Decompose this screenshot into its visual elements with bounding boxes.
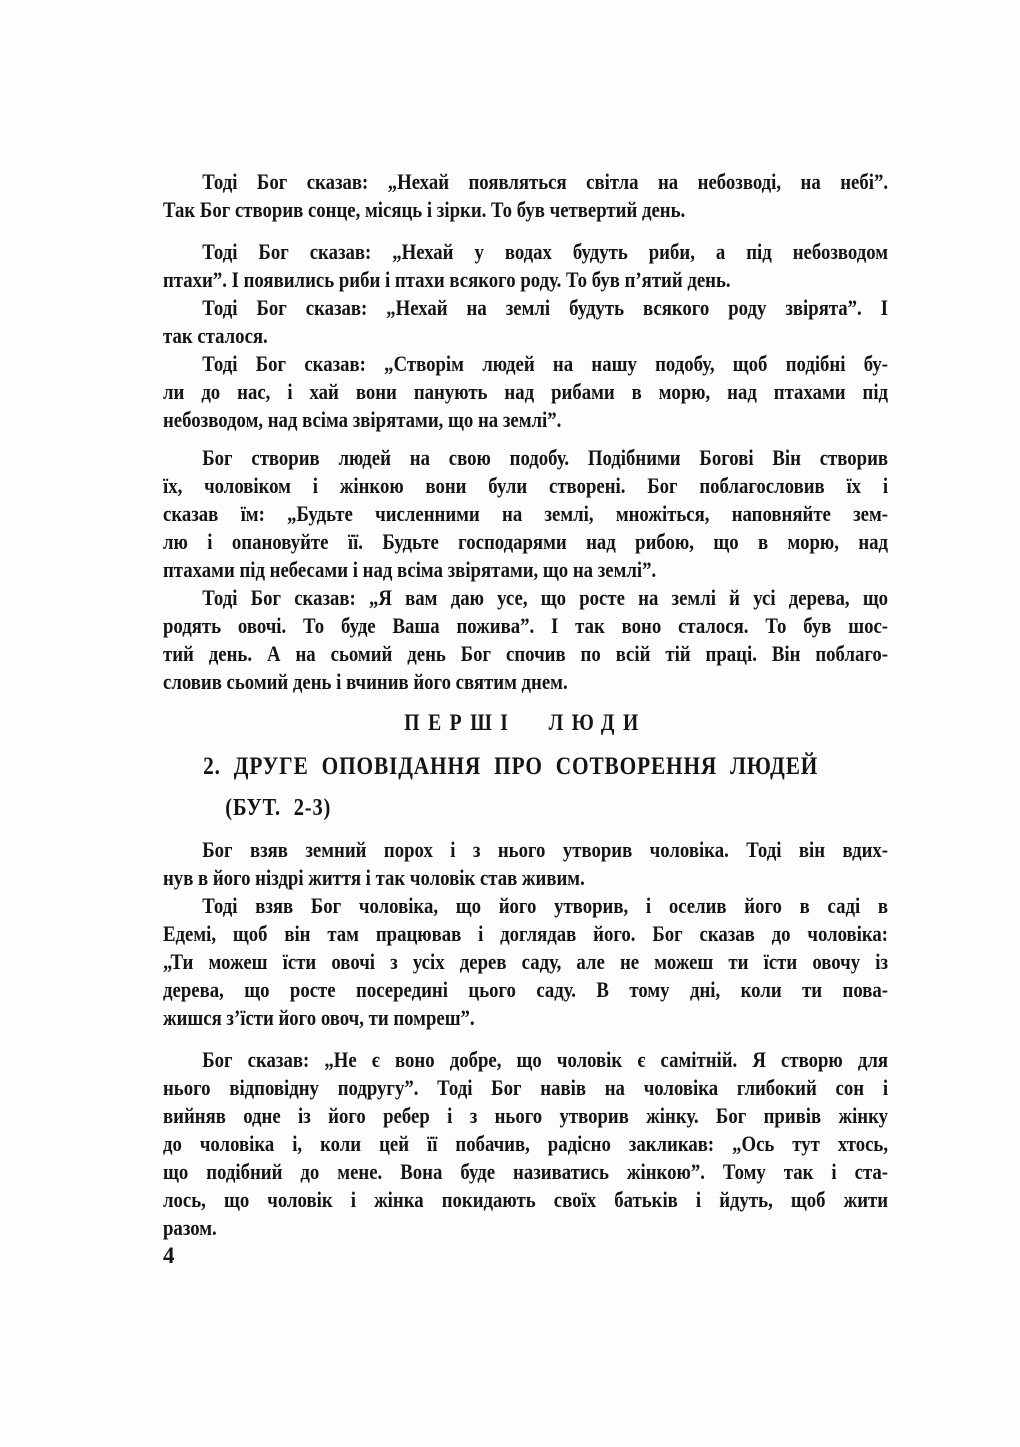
text-line: небозводом, над всіма звірятами, що на землі”. (163, 407, 562, 432)
text-line: Бог сказав: „Не є воно добре, що чоловік є самітній. Я створю для (202, 1047, 889, 1072)
text-line: „Ти можеш їсти овочі з усіх дерев саду, але не можеш ти їсти овочу із (163, 949, 889, 974)
text-line: до чоловіка і, коли цей її побачив, радісно закликав: „Ось тут хтось, (163, 1131, 889, 1156)
text-line: ли до нас, і хай вони панують над рибами в морю, над птахами під (163, 379, 889, 404)
paragraph (163, 892, 888, 1032)
text-line: словив сьомий день і вчинив його святим днем. (163, 669, 568, 694)
paragraph (163, 350, 888, 434)
paragraph (163, 584, 888, 696)
text-line: нього відповідну подругу”. Тоді Бог навів на чоловіка глибокий сон і (163, 1075, 889, 1100)
text-line: птахами під небесами і над всіма звірятами, що на землі”. (163, 557, 657, 582)
text-line: тий день. А на сьомий день Бог спочив по всій тій праці. Він поблаго- (163, 641, 889, 666)
text-line: Тоді взяв Бог чоловіка, що його утворив, і оселив його в саді в (202, 893, 889, 918)
page-number: 4 (163, 1243, 175, 1268)
text-line: Тоді Бог сказав: „Нехай появляться світла на небозводі, на небі”. (202, 169, 889, 194)
text-line: Едемі, щоб він там працював і доглядав його. Бог сказав до чоловіка: (163, 921, 889, 946)
text-line: родять овочі. То буде Ваша пожива”. І так воно сталося. То був шос- (163, 613, 889, 638)
text-line: жишся з’їсти його овоч, ти помреш”. (163, 1005, 475, 1030)
text-block (163, 168, 888, 1242)
text-line: лю і опановуйте її. Будьте господарями над рибою, що в морю, над (163, 529, 889, 554)
text-column (163, 168, 888, 1242)
text-line: так сталося. (163, 323, 268, 348)
paragraph (163, 444, 888, 584)
paragraph (163, 168, 888, 224)
paragraph (163, 1046, 888, 1242)
text-line: сказав їм: „Будьте численними на землі, множіться, наповняйте зем- (163, 501, 889, 526)
text-line: Тоді Бог сказав: „Я вам даю усе, що росте на землі й усі дерева, що (202, 585, 889, 610)
text-line: їх, чоловіком і жінкою вони були створені. Бог поблагословив їх і (163, 473, 889, 498)
text-line: що подібний до мене. Вона буде називатись жінкою”. Тому так і ста- (163, 1159, 889, 1184)
paragraph (163, 836, 888, 892)
text-line: Тоді Бог сказав: „Нехай на землі будуть всякого роду звірята”. І (202, 295, 889, 320)
chapter-heading: ПЕРШІ ЛЮДИ (404, 710, 647, 735)
section-reference: (БУТ. 2-3) (225, 795, 332, 821)
text-line: лось, що чоловік і жінка покидають своїх батьків і йдуть, щоб жити (163, 1187, 889, 1212)
text-line: дерева, що росте посередині цього саду. В тому дні, коли ти пова- (163, 977, 889, 1002)
text-line: птахи”. І появились риби і птахи всякого роду. То був п’ятий день. (163, 267, 731, 292)
text-line: Тоді Бог сказав: „Нехай у водах будуть риби, а під небозводом (202, 239, 889, 264)
paragraph (163, 238, 888, 294)
text-line: Бог взяв земний порох і з нього утворив чоловіка. Тоді він вдих- (202, 837, 889, 862)
section-heading: 2. ДРУГЕ ОПОВІДАННЯ ПРО СОТВОРЕННЯ ЛЮДЕЙ (203, 753, 819, 780)
text-line: нув в його ніздрі життя і так чоловік став живим. (163, 865, 585, 890)
text-line: Так Бог створив сонце, місяць і зірки. То був четвертий день. (163, 197, 686, 222)
text-line: разом. (163, 1215, 217, 1240)
text-line: Бог створив людей на свою подобу. Подібними Богові Він створив (202, 445, 889, 470)
text-line: Тоді Бог сказав: „Створім людей на нашу подобу, щоб подібні бу- (202, 351, 889, 376)
paragraph (163, 294, 888, 350)
text-line: вийняв одне із його ребер і з нього утворив жінку. Бог привів жінку (163, 1103, 889, 1128)
